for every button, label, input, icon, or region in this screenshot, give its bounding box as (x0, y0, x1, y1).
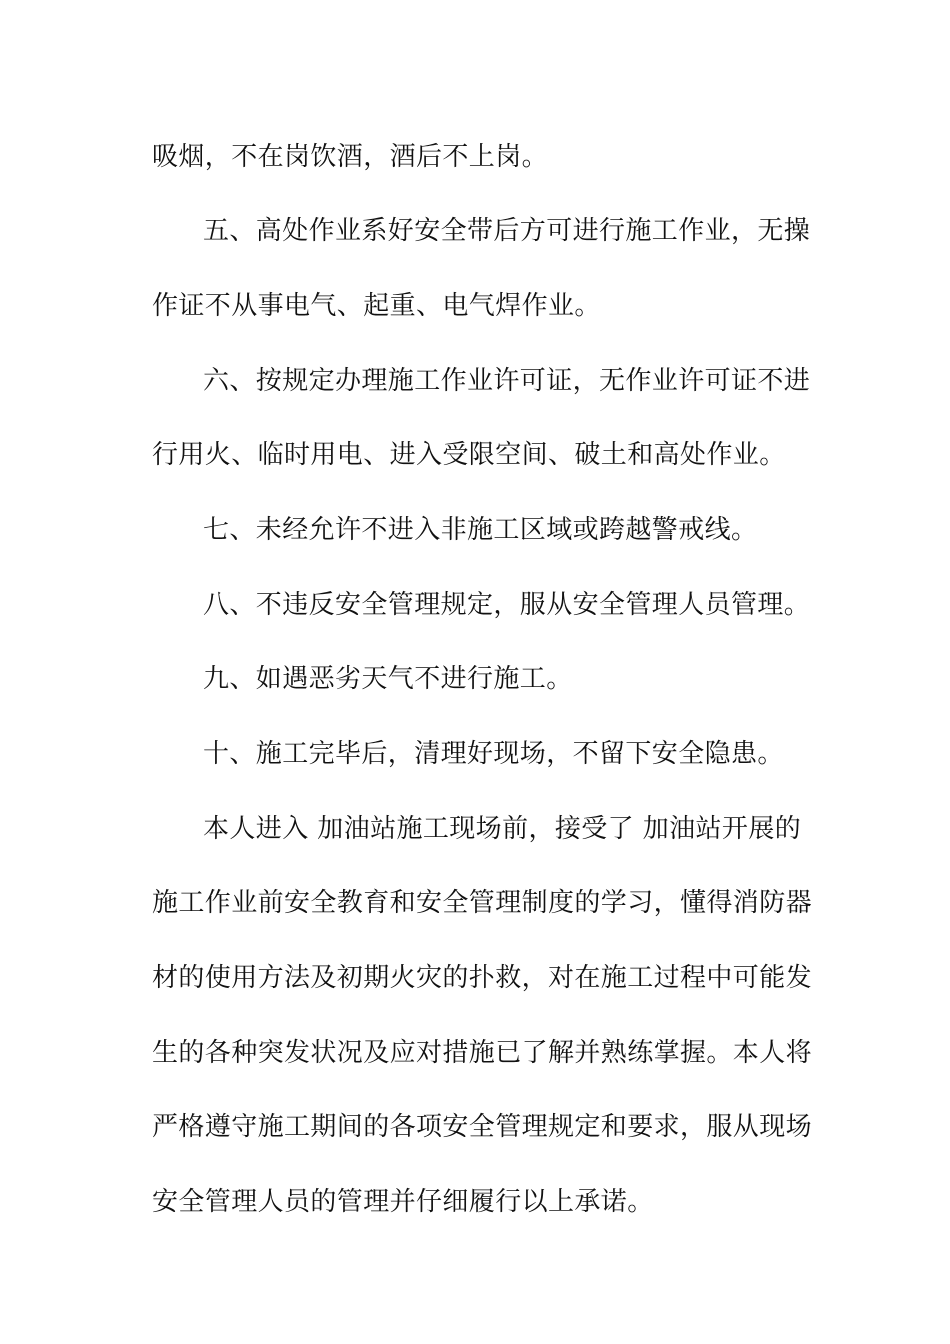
text-line-10: 本人进入 加油站施工现场前，接受了 加油站开展的 (203, 814, 802, 844)
text-line-4: 六、按规定办理施工作业许可证，无作业许可证不进 (203, 366, 811, 396)
text-line-14: 严格遵守施工期间的各项安全管理规定和要求，服从现场 (152, 1112, 813, 1142)
text-line-11: 施工作业前安全教育和安全管理制度的学习，懂得消防器 (152, 888, 813, 918)
text-line-6: 七、未经允许不进入非施工区域或跨越警戒线。 (203, 515, 758, 545)
text-line-12: 材的使用方法及初期火灾的扑救，对在施工过程中可能发 (152, 963, 813, 993)
text-line-3: 作证不从事电气、起重、电气焊作业。 (152, 291, 601, 321)
text-line-5: 行用火、临时用电、进入受限空间、破土和高处作业。 (152, 440, 786, 470)
text-line-8: 九、如遇恶劣天气不进行施工。 (203, 664, 573, 694)
text-line-9: 十、施工完毕后，清理好现场，不留下安全隐患。 (203, 739, 784, 769)
text-line-7: 八、不违反安全管理规定，服从安全管理人员管理。 (203, 590, 811, 620)
text-line-13: 生的各种突发状况及应对措施已了解并熟练掌握。本人将 (152, 1038, 813, 1068)
text-line-1: 吸烟，不在岗饮酒，酒后不上岗。 (152, 142, 549, 172)
text-line-2: 五、高处作业系好安全带后方可进行施工作业，无操 (203, 216, 811, 246)
text-line-15: 安全管理人员的管理并仔细履行以上承诺。 (152, 1187, 654, 1217)
